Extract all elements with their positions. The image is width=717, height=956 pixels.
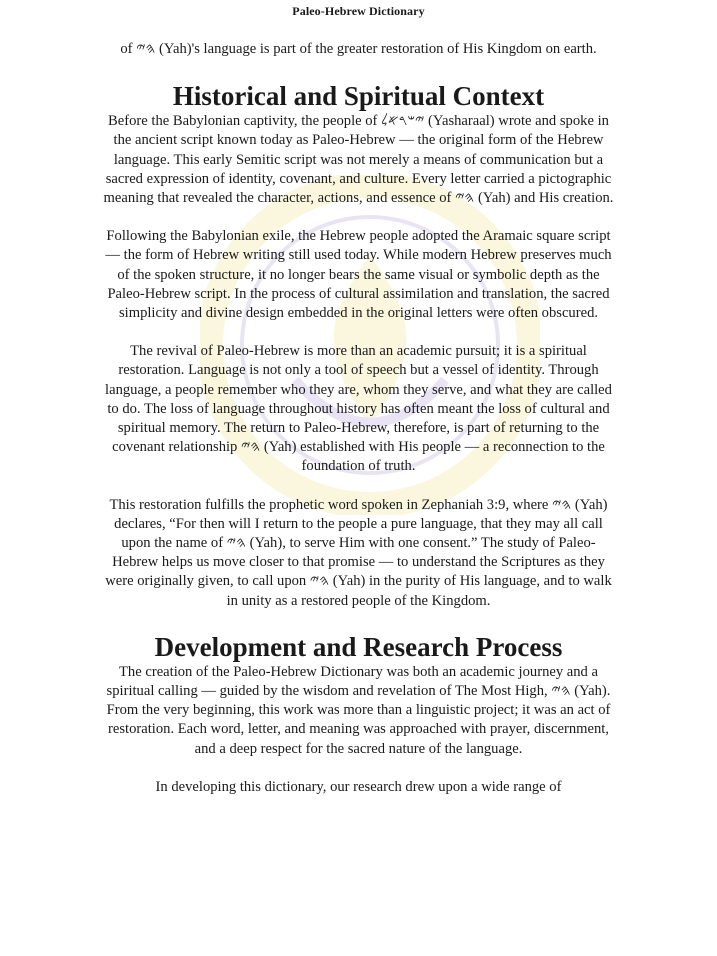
paragraph-gap <box>100 208 617 227</box>
running-header: Paleo-Hebrew Dictionary <box>292 4 425 18</box>
paragraph: In developing this dictionary, our research drew upon a wide range of <box>155 778 562 795</box>
section-heading-historical: Historical and Spiritual Context <box>172 81 545 112</box>
paragraph-gap <box>100 759 617 778</box>
paragraph: Following the Babylonian exile, the Hebrew people adopted the Aramaic square script — the form of Hebrew writing still used today. While modern Hebrew preserves much of the spoken structure, it no longer bears the same visual or symbolic depth as the Paleo-Hebrew script. In the process of cultural assimilation and translation, the sacred simplicity and divine design embedded in the original letters were often obscured. <box>105 228 612 322</box>
paragraph-gap <box>100 477 617 496</box>
page-body <box>100 40 617 797</box>
paragraph: The creation of the Paleo-Hebrew Dictionary was both an academic journey and a spiritual calling — guided by the wisdom and revelation of The Most High, 𐤄𐤉 (Yah). From the very beginning, this work was more than a linguistic project; it was an act of restoration. Each word, letter, and meaning was approached with prayer, discernment, and a deep respect for the sacred nature of the language. <box>106 663 611 757</box>
paragraph: The revival of Paleo-Hebrew is more than an academic pursuit; it is a spiritual restoration. Language is not only a tool of speech but a vessel of identity. Through language, a people remember who they are, whom they serve, and what they are called to do. The loss of language throughout history has often meant the loss of cultural and spiritual memory. The return to Paleo-Hebrew, therefore, is part of returning to the covenant relationship 𐤄𐤉 (Yah) established with His people — a reconnection to the foundation of truth. <box>105 343 612 475</box>
paragraph: Before the Babylonian captivity, the people of 𐤉𐤔𐤓𐤀𐤋 (Yasharaal) wrote and spoke in the ancient script known today as Paleo-Hebrew — the original form of the Hebrew language. This early Semitic script was not merely a means of communication but a sacred expression of identity, covenant, and culture. Every letter carried a pictographic meaning that revealed the character, actions, and essence of 𐤄𐤉 (Yah) and His creation. <box>103 113 614 207</box>
section-heading-development: Development and Research Process <box>154 631 563 662</box>
continued-paragraph: of 𐤄𐤉 (Yah)'s language is part of the greater restoration of His Kingdom on earth. <box>120 41 597 57</box>
paragraph: This restoration fulfills the prophetic word spoken in Zephaniah 3:9, where 𐤄𐤉 (Yah) declares, “For then will I return to the people a pure language, that they may all call upon the name of 𐤄𐤉 (Yah), to serve Him with one consent.” The study of Paleo-Hebrew helps us move closer to that promise — to understand the Scriptures as they were originally given, to call upon 𐤄𐤉 (Yah) in the purity of His language, and to walk in unity as a restored people of the Kingdom. <box>105 496 612 609</box>
paragraph-gap <box>100 323 617 342</box>
